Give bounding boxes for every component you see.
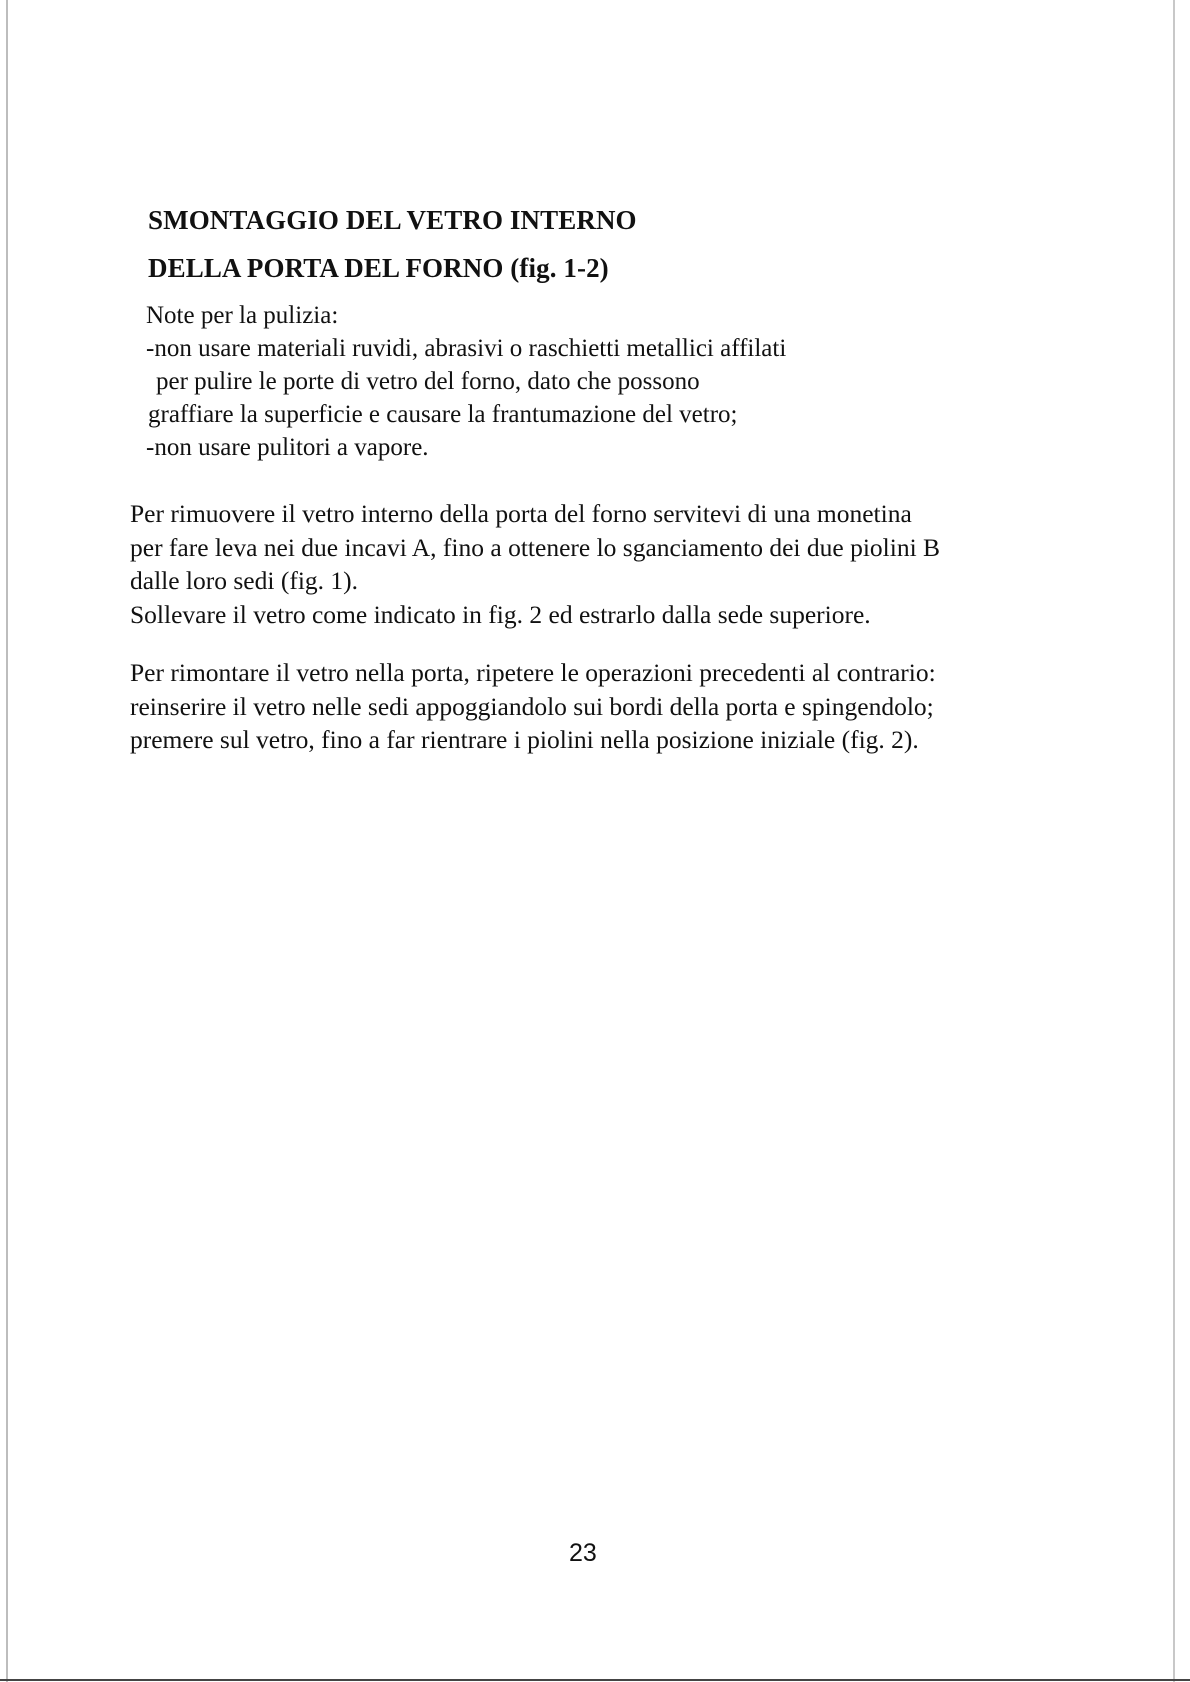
paragraph-line: per fare leva nei due incavi A, fino a ottenere lo sganciamento dei due piolini B bbox=[130, 532, 941, 562]
page-number: 23 bbox=[569, 1539, 597, 1567]
cleaning-notes bbox=[146, 299, 786, 464]
notes-line: -non usare pulitori a vapore. bbox=[146, 434, 429, 461]
notes-line: graffiare la superficie e causare la frantumazione del vetro; bbox=[148, 401, 738, 428]
scan-edge-bottom bbox=[0, 1679, 1190, 1681]
removal-paragraph bbox=[130, 497, 940, 631]
paragraph-line: dalle loro sedi (fig. 1). bbox=[130, 566, 359, 595]
notes-line: -non usare materiali ruvidi, abrasivi o raschietti metallici affilati bbox=[146, 335, 787, 362]
paragraph-line: reinserire il vetro nelle sedi appoggiandolo sui bordi della porta e spingendolo; bbox=[130, 691, 934, 721]
section-heading-line-2: DELLA PORTA DEL FORNO (fig. 1-2) bbox=[148, 253, 609, 283]
scan-edge-right bbox=[1173, 0, 1175, 1682]
section-heading-line-1: SMONTAGGIO DEL VETRO INTERNO bbox=[148, 205, 637, 235]
paragraph-line: Per rimuovere il vetro interno della porta del forno servitevi di una monetina bbox=[130, 499, 912, 528]
notes-title: Note per la pulizia: bbox=[146, 302, 339, 329]
reassembly-paragraph bbox=[130, 656, 936, 757]
notes-line: per pulire le porte di vetro del forno, dato che possono bbox=[156, 368, 700, 395]
paragraph-line: premere sul vetro, fino a far rientrare i piolini nella posizione iniziale (fig. 2). bbox=[130, 725, 919, 754]
paragraph-line: Sollevare il vetro come indicato in fig. 2 ed estrarlo dalla sede superiore. bbox=[130, 599, 871, 629]
scan-edge-left bbox=[6, 0, 8, 1682]
paragraph-line: Per rimontare il vetro nella porta, ripetere le operazioni precedenti al contrario: bbox=[130, 658, 936, 687]
